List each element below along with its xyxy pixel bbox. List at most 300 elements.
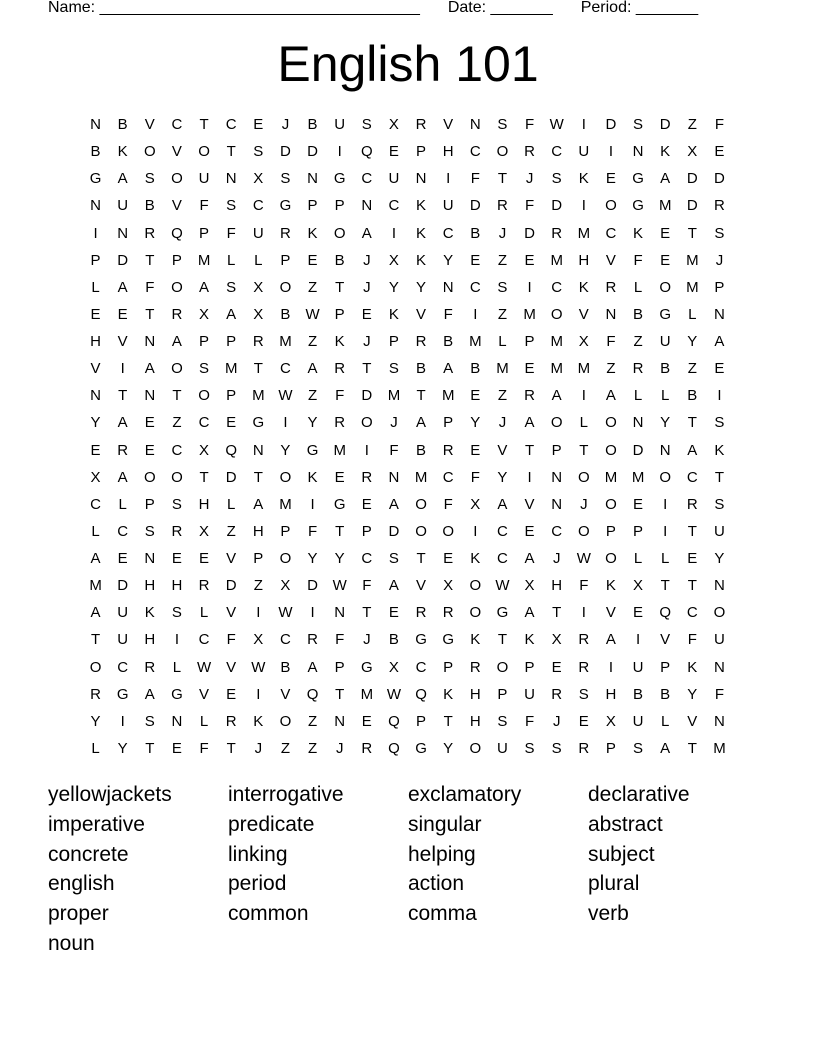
grid-letter[interactable]: T xyxy=(687,414,697,432)
grid-letter[interactable]: R xyxy=(415,116,427,134)
grid-letter[interactable]: T xyxy=(335,522,345,540)
grid-letter[interactable]: R xyxy=(442,441,454,459)
grid-letter[interactable]: H xyxy=(144,631,156,649)
grid-letter[interactable]: L xyxy=(498,333,507,351)
grid-letter[interactable]: F xyxy=(145,278,155,296)
grid-letter[interactable]: U xyxy=(632,658,644,676)
grid-letter[interactable]: E xyxy=(361,712,372,730)
grid-letter[interactable]: T xyxy=(524,441,535,459)
grid-letter[interactable]: H xyxy=(469,685,481,703)
grid-letter[interactable]: X xyxy=(687,143,698,161)
grid-letter[interactable]: P xyxy=(171,251,182,269)
grid-letter[interactable]: V xyxy=(226,604,237,622)
grid-letter[interactable]: V xyxy=(226,658,237,676)
grid-letter[interactable]: P xyxy=(660,658,671,676)
grid-letter[interactable]: G xyxy=(171,685,183,703)
grid-letter[interactable]: P xyxy=(280,522,291,540)
grid-letter[interactable]: X xyxy=(90,468,101,486)
grid-letter[interactable]: I xyxy=(581,387,586,405)
grid-letter[interactable]: R xyxy=(334,360,346,378)
grid-letter[interactable]: B xyxy=(334,251,345,269)
grid-letter[interactable]: O xyxy=(89,658,102,676)
grid-letter[interactable]: B xyxy=(90,143,101,161)
grid-letter[interactable]: I xyxy=(581,116,586,134)
grid-letter[interactable]: M xyxy=(686,278,699,296)
grid-letter[interactable]: G xyxy=(252,414,265,432)
grid-letter[interactable]: X xyxy=(199,305,210,323)
grid-letter[interactable]: B xyxy=(470,360,481,378)
grid-letter[interactable]: H xyxy=(605,685,617,703)
grid-letter[interactable]: G xyxy=(116,685,129,703)
grid-letter[interactable]: M xyxy=(469,333,482,351)
grid-letter[interactable]: K xyxy=(470,631,481,649)
grid-letter[interactable]: A xyxy=(171,333,182,351)
grid-letter[interactable]: T xyxy=(199,468,209,486)
grid-letter[interactable]: O xyxy=(198,143,210,161)
grid-letter[interactable]: G xyxy=(306,441,319,459)
grid-letter[interactable]: L xyxy=(579,414,588,432)
grid-letter[interactable]: W xyxy=(549,116,564,134)
grid-letter[interactable]: G xyxy=(89,170,102,188)
grid-letter[interactable]: N xyxy=(144,550,156,568)
grid-letter[interactable]: X xyxy=(551,631,562,649)
grid-letter[interactable]: S xyxy=(714,224,725,242)
grid-letter[interactable]: P xyxy=(416,143,427,161)
grid-letter[interactable]: B xyxy=(280,305,291,323)
grid-letter[interactable]: J xyxy=(390,414,398,432)
grid-letter[interactable]: E xyxy=(605,170,616,188)
grid-letter[interactable]: K xyxy=(307,468,318,486)
grid-letter[interactable]: M xyxy=(550,333,563,351)
grid-letter[interactable]: F xyxy=(226,631,236,649)
grid-letter[interactable]: I xyxy=(391,224,397,242)
grid-letter[interactable]: A xyxy=(524,414,535,432)
grid-letter[interactable]: P xyxy=(226,333,237,351)
grid-letter[interactable]: Z xyxy=(687,116,697,134)
grid-letter[interactable]: E xyxy=(470,387,481,405)
grid-letter[interactable]: F xyxy=(470,468,480,486)
grid-letter[interactable]: D xyxy=(388,522,400,540)
grid-letter[interactable]: Q xyxy=(388,739,400,757)
grid-letter[interactable]: S xyxy=(497,278,508,296)
grid-letter[interactable]: M xyxy=(577,224,591,242)
grid-letter[interactable]: V xyxy=(171,143,182,161)
grid-letter[interactable]: P xyxy=(443,414,454,432)
grid-letter[interactable]: X xyxy=(253,170,264,188)
grid-letter[interactable]: B xyxy=(633,305,644,323)
grid-letter[interactable]: Z xyxy=(687,360,697,378)
grid-letter[interactable]: P xyxy=(524,658,535,676)
grid-letter[interactable]: C xyxy=(388,197,400,215)
grid-letter[interactable]: D xyxy=(307,577,318,595)
grid-letter[interactable]: X xyxy=(388,251,399,269)
grid-letter[interactable]: I xyxy=(174,631,180,649)
grid-letter[interactable]: A xyxy=(388,577,399,595)
grid-letter[interactable]: P xyxy=(551,441,562,459)
grid-letter[interactable]: O xyxy=(469,577,482,595)
grid-letter[interactable]: R xyxy=(524,143,535,161)
grid-letter[interactable]: I xyxy=(608,658,614,676)
grid-letter[interactable]: D xyxy=(632,441,644,459)
grid-letter[interactable]: P xyxy=(144,495,155,513)
grid-letter[interactable]: A xyxy=(117,414,128,432)
grid-letter[interactable]: R xyxy=(469,658,481,676)
grid-letter[interactable]: T xyxy=(90,631,101,649)
grid-letter[interactable]: Y xyxy=(307,550,318,568)
grid-letter[interactable]: T xyxy=(579,441,589,459)
grid-letter[interactable]: R xyxy=(171,305,183,323)
grid-letter[interactable]: H xyxy=(90,333,101,351)
grid-letter[interactable]: S xyxy=(361,116,372,134)
grid-letter[interactable]: V xyxy=(226,550,237,568)
grid-letter[interactable]: O xyxy=(171,360,183,378)
grid-letter[interactable]: E xyxy=(226,414,237,432)
grid-letter[interactable]: B xyxy=(660,685,671,703)
grid-letter[interactable]: M xyxy=(577,360,591,378)
grid-letter[interactable]: Y xyxy=(90,712,101,730)
grid-letter[interactable]: R xyxy=(117,441,129,459)
grid-letter[interactable]: M xyxy=(197,251,211,269)
grid-letter[interactable]: J xyxy=(498,414,507,432)
grid-letter[interactable]: E xyxy=(660,224,671,242)
grid-letter[interactable]: T xyxy=(335,278,345,296)
grid-letter[interactable]: E xyxy=(90,305,101,323)
grid-letter[interactable]: P xyxy=(226,387,237,405)
grid-letter[interactable]: X xyxy=(253,305,264,323)
grid-letter[interactable]: R xyxy=(252,333,264,351)
grid-letter[interactable]: L xyxy=(661,387,670,405)
grid-letter[interactable]: F xyxy=(362,577,372,595)
grid-letter[interactable]: S xyxy=(497,712,508,730)
grid-letter[interactable]: M xyxy=(333,441,346,459)
grid-letter[interactable]: R xyxy=(144,658,156,676)
grid-letter[interactable]: T xyxy=(687,739,697,757)
grid-letter[interactable]: S xyxy=(578,685,589,703)
grid-letter[interactable]: N xyxy=(361,197,373,215)
grid-letter[interactable]: E xyxy=(199,550,210,568)
grid-letter[interactable]: Z xyxy=(307,387,318,405)
grid-letter[interactable]: Y xyxy=(497,468,508,486)
grid-letter[interactable]: K xyxy=(605,577,616,595)
grid-letter[interactable]: C xyxy=(442,224,454,242)
grid-letter[interactable]: R xyxy=(280,224,291,242)
grid-letter[interactable]: O xyxy=(496,143,509,161)
grid-letter[interactable]: R xyxy=(415,604,427,622)
grid-letter[interactable]: O xyxy=(442,522,455,540)
grid-letter[interactable]: O xyxy=(279,278,292,296)
grid-letter[interactable]: A xyxy=(660,170,671,188)
grid-letter[interactable]: X xyxy=(443,577,454,595)
grid-letter[interactable]: S xyxy=(226,197,237,215)
grid-letter[interactable]: E xyxy=(361,305,372,323)
grid-letter[interactable]: D xyxy=(117,251,129,269)
grid-letter[interactable]: I xyxy=(473,522,478,540)
grid-letter[interactable]: T xyxy=(172,387,182,405)
grid-letter[interactable]: I xyxy=(473,305,478,323)
grid-letter[interactable]: F xyxy=(606,333,616,351)
grid-letter[interactable]: F xyxy=(226,224,236,242)
grid-letter[interactable]: K xyxy=(388,305,399,323)
grid-letter[interactable]: F xyxy=(633,251,643,269)
grid-letter[interactable]: W xyxy=(278,604,293,622)
grid-letter[interactable]: I xyxy=(527,278,532,296)
grid-letter[interactable]: M xyxy=(550,251,563,269)
grid-letter[interactable]: Z xyxy=(226,522,236,540)
grid-letter[interactable]: J xyxy=(363,278,371,296)
grid-letter[interactable]: E xyxy=(551,658,562,676)
grid-letter[interactable]: I xyxy=(527,468,532,486)
grid-letter[interactable]: O xyxy=(279,712,292,730)
grid-letter[interactable]: E xyxy=(307,251,318,269)
grid-letter[interactable]: D xyxy=(307,143,318,161)
grid-letter[interactable]: D xyxy=(469,197,481,215)
grid-letter[interactable]: Y xyxy=(280,441,291,459)
grid-letter[interactable]: H xyxy=(442,143,454,161)
grid-letter[interactable]: X xyxy=(253,278,264,296)
grid-letter[interactable]: S xyxy=(144,170,155,188)
grid-letter[interactable]: F xyxy=(687,631,697,649)
grid-letter[interactable]: Z xyxy=(633,333,643,351)
grid-letter[interactable]: J xyxy=(254,739,263,757)
grid-letter[interactable]: E xyxy=(171,550,182,568)
grid-letter[interactable]: U xyxy=(117,631,129,649)
grid-letter[interactable]: O xyxy=(605,414,617,432)
grid-letter[interactable]: Z xyxy=(172,414,182,432)
grid-letter[interactable]: O xyxy=(550,414,563,432)
grid-letter[interactable]: E xyxy=(388,143,399,161)
grid-letter[interactable]: D xyxy=(605,116,617,134)
grid-letter[interactable]: C xyxy=(551,522,563,540)
grid-letter[interactable]: V xyxy=(416,577,427,595)
grid-letter[interactable]: M xyxy=(279,333,292,351)
grid-letter[interactable]: R xyxy=(442,604,454,622)
grid-letter[interactable]: A xyxy=(226,305,237,323)
grid-letter[interactable]: T xyxy=(687,224,697,242)
grid-letter[interactable]: L xyxy=(199,604,209,622)
grid-letter[interactable]: T xyxy=(443,712,453,730)
grid-letter[interactable]: W xyxy=(305,305,320,323)
grid-letter[interactable]: R xyxy=(334,414,346,432)
grid-letter[interactable]: O xyxy=(605,197,617,215)
grid-letter[interactable]: E xyxy=(253,116,264,134)
grid-letter[interactable]: A xyxy=(605,387,616,405)
grid-letter[interactable]: N xyxy=(334,712,346,730)
grid-letter[interactable]: E xyxy=(388,604,399,622)
grid-letter[interactable]: K xyxy=(117,143,128,161)
grid-letter[interactable]: F xyxy=(199,739,209,757)
grid-letter[interactable]: R xyxy=(225,712,237,730)
grid-letter[interactable]: P xyxy=(90,251,101,269)
grid-letter[interactable]: P xyxy=(199,224,210,242)
grid-letter[interactable]: Z xyxy=(497,305,508,323)
grid-letter[interactable]: D xyxy=(686,197,698,215)
period-field[interactable]: Period: _______ xyxy=(580,0,699,16)
grid-letter[interactable]: O xyxy=(171,170,183,188)
grid-letter[interactable]: U xyxy=(632,712,644,730)
grid-letter[interactable]: R xyxy=(171,522,183,540)
grid-letter[interactable]: M xyxy=(279,495,292,513)
grid-letter[interactable]: D xyxy=(117,577,129,595)
grid-letter[interactable]: M xyxy=(496,360,509,378)
grid-letter[interactable]: T xyxy=(145,305,155,323)
grid-letter[interactable]: U xyxy=(388,170,400,188)
grid-letter[interactable]: N xyxy=(442,278,454,296)
grid-letter[interactable]: P xyxy=(334,658,345,676)
grid-letter[interactable]: C xyxy=(497,522,508,540)
grid-letter[interactable]: O xyxy=(550,305,563,323)
grid-letter[interactable]: T xyxy=(362,360,372,378)
grid-letter[interactable]: P xyxy=(714,278,725,296)
grid-letter[interactable]: H xyxy=(171,577,183,595)
grid-letter[interactable]: L xyxy=(91,739,100,757)
grid-letter[interactable]: A xyxy=(687,441,698,459)
grid-letter[interactable]: I xyxy=(337,143,342,161)
grid-letter[interactable]: T xyxy=(145,739,155,757)
grid-letter[interactable]: C xyxy=(280,631,291,649)
grid-letter[interactable]: M xyxy=(89,577,102,595)
grid-letter[interactable]: C xyxy=(117,658,129,676)
grid-letter[interactable]: K xyxy=(144,604,155,622)
grid-letter[interactable]: G xyxy=(632,197,644,215)
grid-letter[interactable]: E xyxy=(144,441,155,459)
grid-letter[interactable]: K xyxy=(660,143,671,161)
grid-letter[interactable]: V xyxy=(416,305,427,323)
grid-letter[interactable]: H xyxy=(551,577,563,595)
grid-letter[interactable]: N xyxy=(144,333,156,351)
grid-letter[interactable]: I xyxy=(663,522,668,540)
grid-letter[interactable]: N xyxy=(714,305,725,323)
grid-letter[interactable]: R xyxy=(714,197,725,215)
grid-letter[interactable]: W xyxy=(495,577,510,595)
grid-letter[interactable]: C xyxy=(198,631,210,649)
grid-letter[interactable]: I xyxy=(581,604,586,622)
grid-letter[interactable]: C xyxy=(415,658,427,676)
grid-letter[interactable]: Y xyxy=(307,414,318,432)
grid-letter[interactable]: X xyxy=(388,116,399,134)
grid-letter[interactable]: R xyxy=(686,495,698,513)
grid-letter[interactable]: O xyxy=(713,604,726,622)
grid-letter[interactable]: Y xyxy=(90,414,101,432)
grid-letter[interactable]: O xyxy=(143,468,156,486)
grid-letter[interactable]: I xyxy=(446,170,451,188)
grid-letter[interactable]: E xyxy=(687,550,698,568)
grid-letter[interactable]: Y xyxy=(334,550,345,568)
grid-letter[interactable]: B xyxy=(416,441,427,459)
grid-letter[interactable]: Z xyxy=(606,360,616,378)
grid-letter[interactable]: V xyxy=(171,197,182,215)
grid-letter[interactable]: E xyxy=(117,550,128,568)
grid-letter[interactable]: U xyxy=(659,333,671,351)
grid-letter[interactable]: A xyxy=(307,360,318,378)
grid-letter[interactable]: B xyxy=(117,116,128,134)
grid-letter[interactable]: Y xyxy=(714,550,725,568)
grid-letter[interactable]: E xyxy=(171,739,182,757)
grid-letter[interactable]: U xyxy=(117,604,129,622)
grid-letter[interactable]: R xyxy=(578,631,590,649)
grid-letter[interactable]: K xyxy=(443,685,454,703)
grid-letter[interactable]: M xyxy=(441,387,455,405)
grid-letter[interactable]: O xyxy=(577,468,590,486)
grid-letter[interactable]: X xyxy=(199,522,210,540)
grid-letter[interactable]: L xyxy=(227,251,236,269)
grid-letter[interactable]: B xyxy=(280,658,291,676)
grid-letter[interactable]: F xyxy=(524,116,535,134)
grid-letter[interactable]: P xyxy=(633,522,644,540)
grid-letter[interactable]: K xyxy=(578,170,589,188)
grid-letter[interactable]: A xyxy=(117,468,128,486)
grid-letter[interactable]: I xyxy=(717,387,722,405)
grid-letter[interactable]: F xyxy=(335,631,345,649)
grid-letter[interactable]: G xyxy=(496,604,509,622)
grid-letter[interactable]: C xyxy=(605,224,617,242)
grid-letter[interactable]: V xyxy=(605,251,616,269)
grid-letter[interactable]: C xyxy=(225,116,237,134)
grid-letter[interactable]: Y xyxy=(687,333,698,351)
grid-letter[interactable]: E xyxy=(90,441,101,459)
grid-letter[interactable]: A xyxy=(199,278,210,296)
grid-letter[interactable]: N xyxy=(469,116,481,134)
grid-letter[interactable]: F xyxy=(307,522,318,540)
grid-letter[interactable]: Q xyxy=(659,604,672,622)
grid-letter[interactable]: F xyxy=(443,305,453,323)
grid-letter[interactable]: A xyxy=(714,333,725,351)
grid-letter[interactable]: E xyxy=(226,685,237,703)
grid-letter[interactable]: E xyxy=(443,550,454,568)
grid-letter[interactable]: Q xyxy=(306,685,319,703)
grid-letter[interactable]: L xyxy=(633,387,643,405)
grid-letter[interactable]: K xyxy=(714,441,725,459)
grid-letter[interactable]: V xyxy=(280,685,291,703)
grid-letter[interactable]: F xyxy=(524,197,535,215)
grid-letter[interactable]: A xyxy=(660,739,671,757)
grid-letter[interactable]: U xyxy=(578,143,590,161)
grid-letter[interactable]: S xyxy=(714,495,725,513)
grid-letter[interactable]: J xyxy=(335,739,344,757)
grid-letter[interactable]: D xyxy=(524,224,535,242)
grid-letter[interactable]: Z xyxy=(307,712,318,730)
grid-letter[interactable]: O xyxy=(605,441,617,459)
grid-letter[interactable]: M xyxy=(631,468,645,486)
grid-letter[interactable]: N xyxy=(632,414,644,432)
grid-letter[interactable]: N xyxy=(90,197,101,215)
grid-letter[interactable]: D xyxy=(361,387,373,405)
grid-letter[interactable]: E xyxy=(361,495,372,513)
grid-letter[interactable]: P xyxy=(497,685,508,703)
grid-letter[interactable]: X xyxy=(253,631,264,649)
grid-letter[interactable]: K xyxy=(416,224,427,242)
grid-letter[interactable]: P xyxy=(416,712,427,730)
grid-letter[interactable]: T xyxy=(660,577,670,595)
grid-letter[interactable]: I xyxy=(364,441,369,459)
grid-letter[interactable]: T xyxy=(497,631,508,649)
grid-letter[interactable]: M xyxy=(686,251,699,269)
grid-letter[interactable]: G xyxy=(632,170,644,188)
grid-letter[interactable]: T xyxy=(416,550,426,568)
grid-letter[interactable]: R xyxy=(90,685,101,703)
grid-letter[interactable]: V xyxy=(660,631,671,649)
grid-letter[interactable]: R xyxy=(307,631,318,649)
grid-letter[interactable]: L xyxy=(91,278,100,296)
grid-letter[interactable]: C xyxy=(361,170,373,188)
grid-letter[interactable]: U xyxy=(497,739,508,757)
grid-letter[interactable]: E xyxy=(470,251,481,269)
grid-letter[interactable]: U xyxy=(714,631,725,649)
grid-letter[interactable]: K xyxy=(578,278,589,296)
grid-letter[interactable]: P xyxy=(253,550,264,568)
grid-letter[interactable]: M xyxy=(604,468,618,486)
grid-letter[interactable]: S xyxy=(144,712,155,730)
grid-letter[interactable]: B xyxy=(687,387,698,405)
